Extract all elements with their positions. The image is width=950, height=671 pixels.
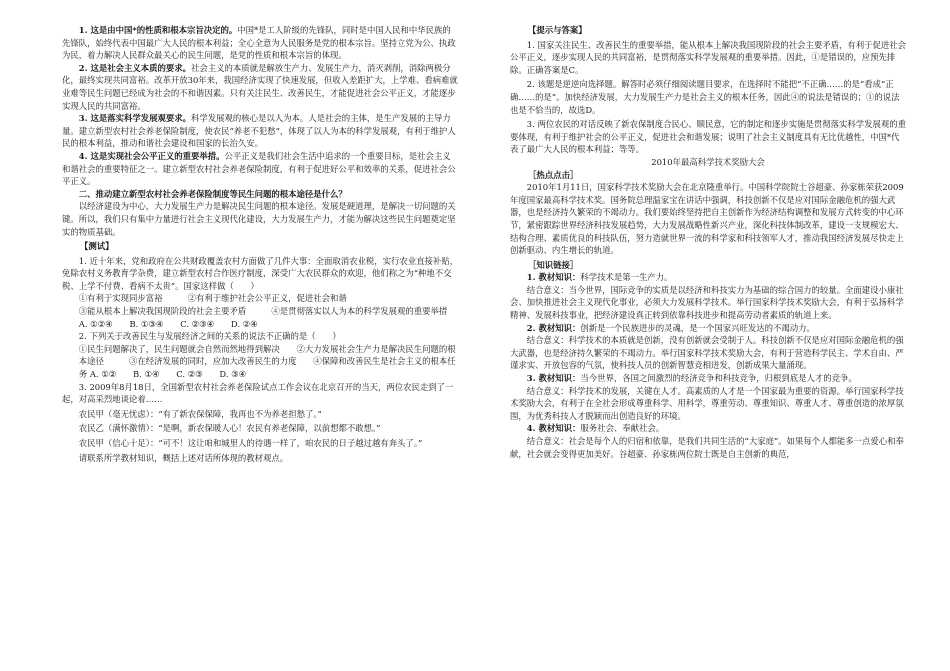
question-1: 1. 近十年来，党和政府在公共财政覆盖农村方面做了几件大事：全面取消农业税，实行农业直接补贴，免除农村义务教育学杂费，建立新型农村合作医疗制度，深受广大农民群众的欢迎，他们称之为“种地不交税、上学不付费、看病不太贵”。国家这样做（ ） (62, 255, 458, 291)
knowledge-3-point: 当今世界，各国之间激烈的经济竞争和科技竞争，归根到底是人才的竞争。 (580, 373, 857, 384)
knowledge-3-heading: 3. 教材知识： (526, 373, 581, 384)
knowledge-2 (510, 322, 906, 335)
point-4 (62, 150, 458, 188)
knowledge-1-heading: 1. 教材知识： (526, 272, 581, 283)
answer-3: 3. 两位农民的对话反映了新农保制度合民心、顺民意，它的制定和逐步实施是贯彻落实科学发展观的重要体现，有利于维护社会的公平正义，促进社会和谐发展；说明了社会主义制度具有无比优越性，中国*代表了最广大人民的根本利益；等等。 (510, 119, 906, 155)
answer-2: 2. 该题是逆逆向选择题。解答时必须仔细阅读题目要求，在选择时不能把“不正确……的是”看成“正确……的是”。加快经济发展，大力发展生产力是社会主义的根本任务，因此④的说法是错误的；①的说法也是不恰当的，故选D。 (510, 79, 900, 115)
question-2-options: ①民生问题解决了，民生问题就会自然而然地得到解决 ②大力发展社会生产力是解决民生问题的根本途径 ③在经济发展的同时，应加大改善民生的力度 ④保障和改善民生是社会主义的根本任务 A. ①② B. ①④ C. ②③ D. ③④ (78, 343, 456, 380)
answer-1: 1. 国家关注民生、改善民生的重要举措，能从根本上解决我国现阶段的社会主要矛盾，有利于促进社会公平正义，逐步实现人民的共同富裕，是贯彻落实科学发展观的重要举措。因此，①是错误的，应预先排除。正确答案是C。 (510, 39, 906, 75)
question-3: 3. 2009年8月18日，全国新型农村社会养老保险试点工作会议在北京召开的当天，两位农民走到了一起，对高采烈地谈论着…… (62, 381, 454, 405)
knowledge-4-point: 服务社会、奉献社会。 (580, 423, 665, 434)
knowledge-4 (510, 422, 906, 435)
dialogue-farmer-b: 农民乙（满怀激情）：“是啊，新农保暖人心！农民有养老保障，以前想都不敢想。” (78, 423, 381, 434)
point-3 (62, 112, 458, 150)
knowledge-3-meaning: 结合意义：科学技术的发展，关键在人才。高素质的人才是一个国家最为重要的资源。举行国家科学技术奖励大会，有利于在全社会形成尊重科学、用科学，尊重劳动、尊重知识、尊重人才、尊重创造的浓厚氛围，为优秀科技人才脱颖而出创造良好的环境。 (510, 385, 904, 421)
knowledge-2-meaning: 结合意义：科学技术的本质就是创新，没有创新就会受制于人。科技创新不仅是应对国际金融危机的强大武器，也是经济持久繁荣的不竭动力。举行国家科学技术奖励大会，有利于营造科学民主、学术自由、严谨求实、开放包容的气氛，使科技人员的创新智慧竞相迸发，创新成果大量涌现。 (510, 335, 904, 371)
point-2-body: 社会主义的本质就是解放生产力、发展生产力，消灭剥削，消除两极分化，最终实现共同富裕。改革开放30年来，我国经济实现了快速发展，但收入差距扩大，上学难、看病难就业难等民生问题已经成为社会的不和谐因素。只有关注民生、改善民生，才能促进社会公平正义，才能逐步实现人民的共同富裕。 (62, 62, 458, 111)
knowledge-2-point: 创新是一个民族进步的灵魂，是一个国家兴旺发达的不竭动力。 (580, 322, 815, 333)
point-1 (62, 24, 458, 62)
knowledge-3 (510, 372, 906, 385)
left-column (62, 24, 458, 464)
knowledge-link-label: ［知识链接］ (528, 259, 579, 270)
hint-label: 【提示与答案】 (528, 25, 587, 35)
knowledge-1 (510, 271, 906, 284)
dialogue-farmer-a: 农民甲（毫无忧虑）：“有了新农保保障，我再也不为养老担愁了。” (78, 408, 322, 419)
knowledge-1-point: 科学技术是第一生产力。 (580, 272, 673, 283)
question-3-task: 请联系所学教材知识，概括上述对话所体现的教材观点。 (78, 452, 289, 463)
point-1-body: 中国*是工人阶级的先锋队，同时是中国人民和中华民族的先锋队，始终代表中国最广大人民的根本利益；全心全意为人民服务是党的根本宗旨。坚持立党为公、执政为民，着力解决人民群众最关心的民生问题，是党的性质和根本宗旨的体现。 (62, 25, 456, 61)
test-label: 【测试】 (80, 241, 114, 252)
point-1-heading: 1. 这是由中国*的性质和根本宗旨决定的。 (78, 25, 238, 35)
dialogue-farmer-a-2: 农民甲（信心十足）：“可不！这让咱和城里人的待遇一样了，咱农民的日子越过越有奔头了。” (78, 438, 423, 448)
knowledge-4-meaning: 结合意义：社会是每个人的归宿和依靠，是我们共同生活的“大家庭”。如果每个人都能多一点爱心和奉献，社会就会变得更加美好。谷超豪、孙家栋两位院士既是自主创新的典范， (510, 436, 904, 459)
knowledge-1-meaning: 结合意义：当今世界，国际竞争的实质是以经济和科技实力为基础的综合国力的较量。全面建设小康社会、加快推进社会主义现代化事业，必须大力发展科学技术。举行国家科学技术奖励大会，有利于弘扬科学精神、发展科技事业，把经济建设真正转到依靠科技进步和提高劳动者素质的轨道上来。 (510, 284, 904, 321)
award-title: 2010年最高科学技术奖励大会 (651, 156, 765, 167)
question-1-options-a: ①有利于实现同步富裕 ②有利于维护社会公平正义，促进社会和谐 (78, 293, 347, 304)
point-3-body: 科学发展观的核心是以人为本。人是社会的主体，是生产发展的主导力量。建立新型农村社会养老保险制度，使农民“养老不犯愁”，体现了以人为本的科学发展观，有利于维护人民的根本利益，推动和谐社会建设和国家的长治久安。 (62, 113, 456, 149)
point-4-heading: 4. 这是实现社会公平正义的重要举措。 (78, 150, 225, 161)
knowledge-2-heading: 2. 教材知识： (526, 322, 581, 333)
point-3-heading: 3. 这是落实科学发展观要求。 (78, 113, 191, 124)
section-2-title: 二、推动建立新型农村社会养老保险制度等民生问题的根本途径是什么？ (78, 188, 347, 199)
point-2-heading: 2. 这是社会主义本质的要求。 (78, 62, 191, 73)
point-4-body: 公平正义是我们社会生活中追求的一个重要目标，是社会主义和谐社会的重要特征之一。建立新型农村社会养老保险制度，有利于促进好公平和效率的关系，促进社会公平正义。 (62, 150, 456, 187)
point-2 (62, 62, 458, 112)
question-1-options-b: ③能从根本上解决我国现阶段的社会主要矛盾 ④是贯彻落实以人为本的科学发展观的重要举措 A. ①②④ B. ①③④ C. ②③④ D. ②④ (78, 306, 448, 329)
question-2: 2. 下列关于改善民生与发展经济之间的关系的说法不正确的是（ ） (78, 331, 341, 342)
knowledge-4-heading: 4. 教材知识： (526, 423, 581, 434)
hot-topic-label: ［热点点击］ (528, 169, 579, 180)
hot-topic-body: 2010年1月11日，国家科学技术奖励大会在北京隆重举行。中国科学院院士谷超豪、孙家栋荣获2009年度国家最高科学技术奖。国务院总理温家宝在讲话中强调，科技创新不仅是应对国际金融危机的强大武器，也是经济持久繁荣的不竭动力。我们要始终坚持把自主创新作为经济结构调整和发展方式转变的中心环节，紧密跟踪世界经济科技发展趋势，大力发展战略性新兴产业，深化科技体制改革，建设一支规模宏大、结构合理、素质优良的科技队伍，努力造就世界一流的科学家和科技领军人才，推动我国经济发展尽快走上创新驱动、内生增长的轨道。 (510, 182, 904, 256)
section-2-body: 以经济建设为中心，大力发展生产力是解决民生问题的根本途径。发展是硬道理，是解决一切问题的关键。所以，我们只有集中力量进行社会主义现代化建设，大力发展生产力，才能为解决这些民生问题奠定坚实的物质基础。 (62, 201, 456, 237)
right-column (510, 24, 906, 460)
